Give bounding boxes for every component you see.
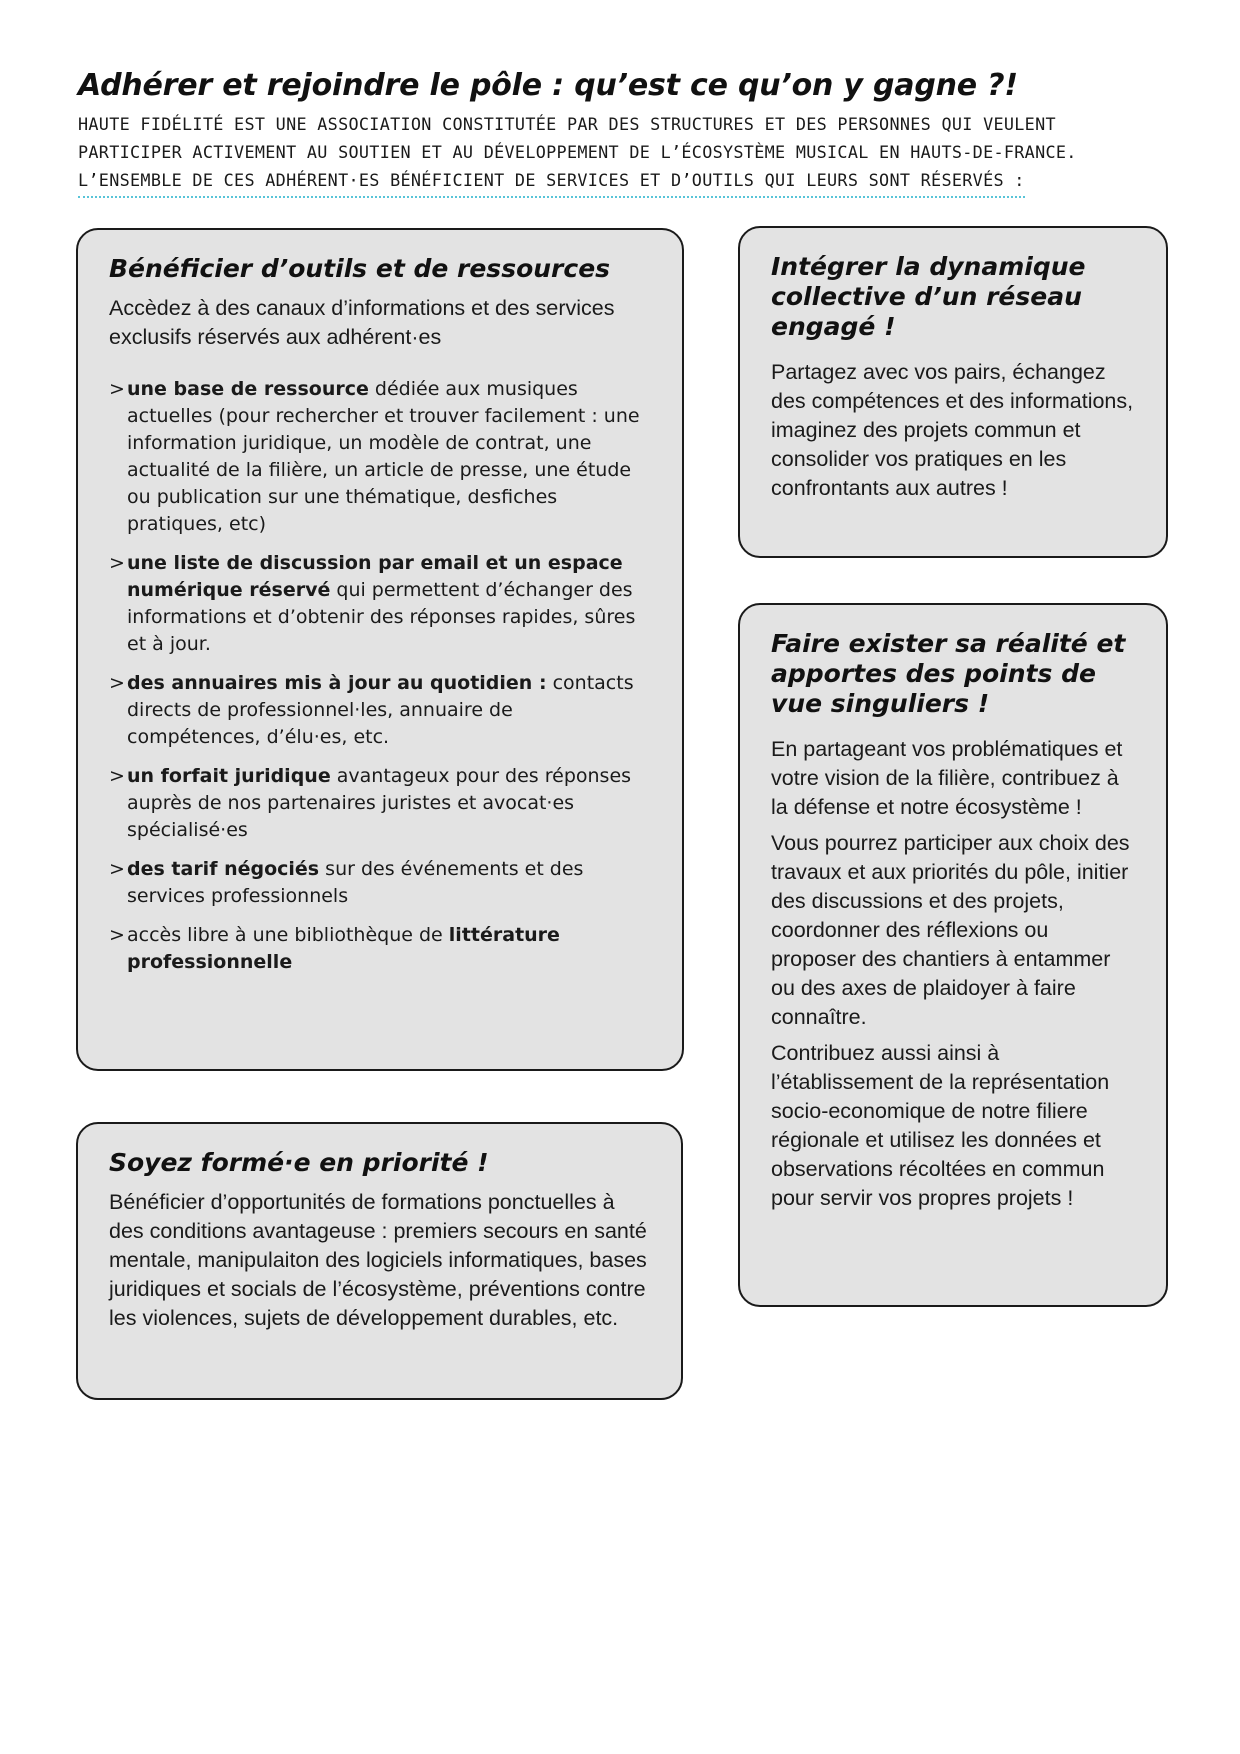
- card-intro: Accèdez à des canaux d’informations et des services exclusifs réservés aux adhérent·es: [109, 296, 615, 349]
- intro-line-3: L’ENSEMBLE DE CES ADHÉRENT·ES BÉNÉFICIENT DE SERVICES ET D’OUTILS QUI LEURS SONT RÉSERVÉS :: [78, 166, 1025, 198]
- list-item: [109, 670, 652, 751]
- bullet-marker: >: [109, 858, 125, 880]
- card-reality: [738, 603, 1168, 1307]
- item-text: sur des événements et des services professionnels: [127, 858, 584, 907]
- item-text: avantageux pour des réponses auprès de nos partenaires juristes et avocat·es spécialisé·es: [127, 765, 632, 841]
- bullet-marker: >: [109, 672, 125, 694]
- card-collective-dynamic: [738, 226, 1168, 558]
- intro-line-2: PARTICIPER ACTIVEMENT AU SOUTIEN ET AU DÉVELOPPEMENT DE L’ÉCOSYSTÈME MUSICAL EN HAUTS-DE-FRANCE.: [78, 142, 1077, 162]
- item-text: dédiée aux musiques actuelles (pour rechercher et trouver facilement : une information juridique, un modèle de contrat, une actualité de la filière, un article de presse, une étude ou publication sur une thématique, desfiches pratiques, etc): [127, 378, 640, 535]
- list-item: [109, 922, 652, 976]
- item-text: contacts directs de professionnel·les, annuaire de compétences, d’élu·es, etc.: [127, 672, 634, 748]
- list-item: [109, 550, 652, 658]
- item-text: qui permettent d’échanger des informations et d’obtenir des réponses rapides, sûres et à jour.: [127, 579, 636, 655]
- bullet-marker: >: [109, 765, 125, 787]
- list-item: [109, 856, 652, 910]
- card-paragraph: Contribuez aussi ainsi à l’établissement de la représentation socio-economique de notre filiere régionale et utilisez les données et observations récoltées en commun pour servir vos propres projets !: [771, 1041, 1110, 1210]
- item-text: accès libre à une bibliothèque de: [127, 924, 449, 946]
- item-bold: littérature professionnelle: [127, 924, 560, 973]
- card-training: [76, 1122, 683, 1400]
- list-item: [109, 376, 652, 538]
- card-text: Bénéficier d’opportunités de formations ponctuelles à des conditions avantageuse : premiers secours en santé mentale, manipulaiton des logiciels informatiques, bases juridiques et socials de l’écosystème, préventions contre les violences, sujets de développement durables, etc.: [109, 1190, 647, 1330]
- item-bold: un forfait juridique: [127, 765, 331, 787]
- bullet-marker: >: [109, 924, 125, 946]
- item-bold: des tarif négociés: [127, 858, 320, 880]
- page-title: Adhérer et rejoindre le pôle : qu’est ce qu’on y gagne ?!: [78, 68, 1018, 103]
- list-item: [109, 763, 652, 844]
- bullet-marker: >: [109, 378, 125, 400]
- bullet-marker: >: [109, 552, 125, 574]
- card-paragraph: En partageant vos problématiques et votre vision de la filière, contribuez à la défense et notre écosystème !: [771, 737, 1123, 819]
- card-title: Soyez formé·e en priorité !: [109, 1148, 489, 1177]
- item-bold: des annuaires mis à jour au quotidien :: [127, 672, 547, 694]
- card-title: Intégrer la dynamique collective d’un réseau engagé !: [771, 252, 1086, 341]
- item-bold: une liste de discussion par email et un espace numérique réservé: [127, 552, 623, 601]
- card-tools-resources: [76, 228, 684, 1071]
- card-title: Faire exister sa réalité et apportes des points de vue singuliers !: [771, 629, 1126, 718]
- card-title: Bénéficier d’outils et de ressources: [109, 254, 611, 283]
- benefits-list: [109, 376, 652, 976]
- intro-line-1: HAUTE FIDÉLITÉ EST UNE ASSOCIATION CONSTITUTÉE PAR DES STRUCTURES ET DES PERSONNES QUI VEULENT: [78, 114, 1056, 134]
- card-text: Partagez avec vos pairs, échangez des compétences et des informations, imaginez des projets commun et consolider vos pratiques en les confrontants aux autres !: [771, 360, 1134, 500]
- intro-text: [78, 110, 1198, 198]
- item-bold: une base de ressource: [127, 378, 369, 400]
- card-paragraph: Vous pourrez participer aux choix des travaux et aux priorités du pôle, initier des discussions et des projets, coordonner des réflexions ou proposer des chantiers à entammer ou des axes de plaidoyer à faire connaître.: [771, 831, 1130, 1029]
